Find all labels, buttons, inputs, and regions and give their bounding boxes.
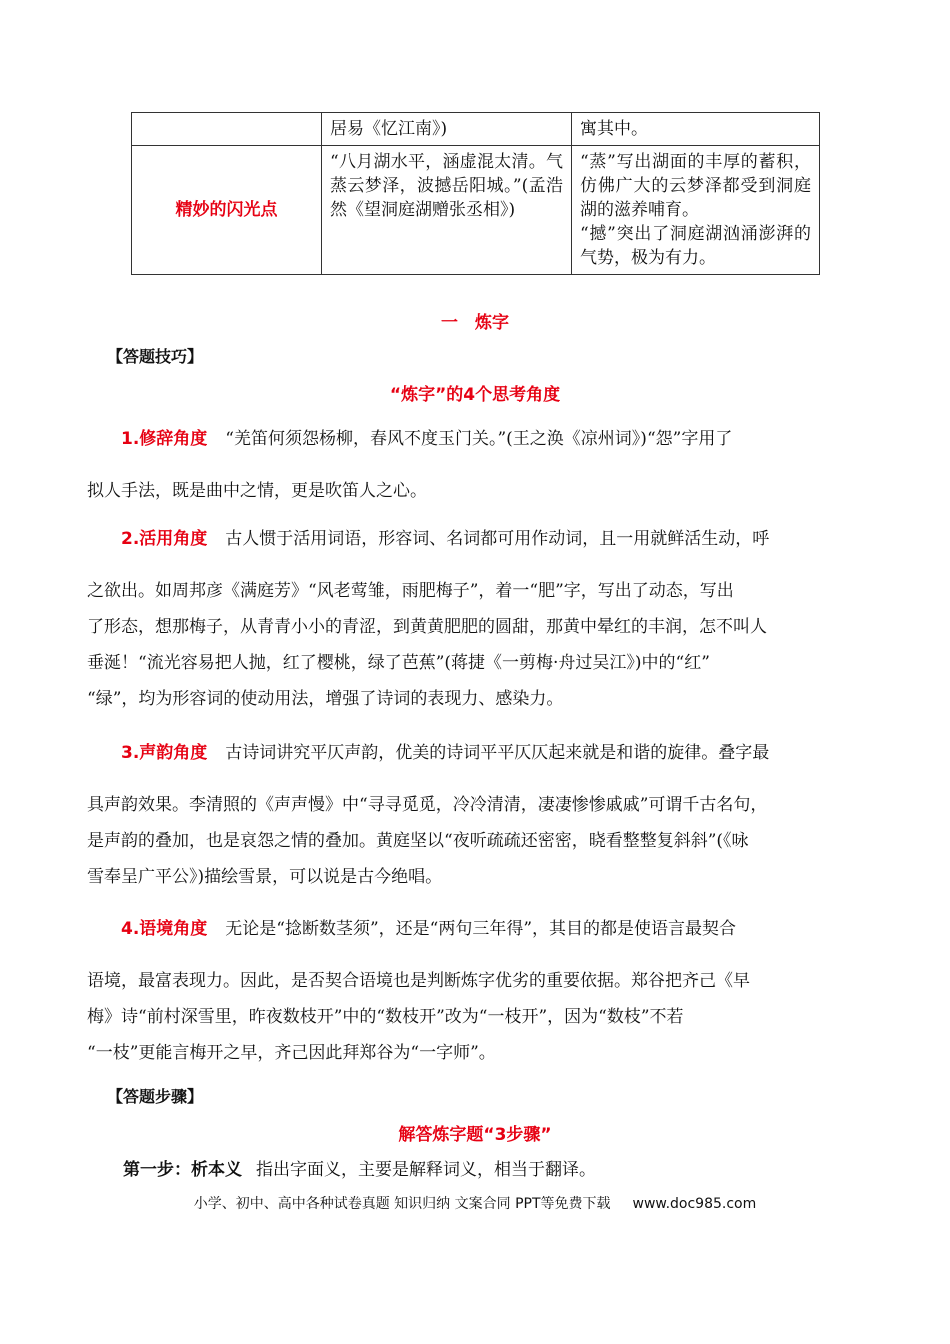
point-text: 无论是“捻断数茎须”，还是“两句三年得”，其目的都是使语言最契合 <box>225 919 737 939</box>
point-flexible-use <box>87 527 864 717</box>
footer-text: 小学、初中、高中各种试卷真题 知识归纳 文案合同 PPT等免费下载 <box>193 1196 611 1212</box>
footer-url[interactable]: www.doc985.com <box>632 1196 757 1212</box>
point-line: 具声韵效果。李清照的《声声慢》中“寻寻觅觅，冷冷清清，凄凄惨惨戚戚”可谓千古名句， <box>87 795 768 815</box>
point-line: “绿”，均为形容词的使动用法，增强了诗词的表现力、感染力。 <box>87 689 564 709</box>
point-first-line <box>87 741 864 765</box>
point-line: “一枝”更能言梅开之早，齐己因此拜郑谷为“一字师”。 <box>87 1043 496 1063</box>
point-sound-rhyme <box>87 741 864 895</box>
table-cell-analysis <box>572 146 820 275</box>
table-cell-empty <box>132 113 322 146</box>
point-heading: 1.修辞角度 <box>121 429 208 449</box>
point-line: 了形态，想那梅子，从青青小小的青涩，到黄黄肥肥的圆甜，那黄中晕红的丰润，怎不叫人 <box>87 617 767 637</box>
step-label: 第一步：析本义 <box>123 1160 242 1180</box>
step-one <box>123 1155 596 1180</box>
point-line: 之欲出。如周邦彦《满庭芳》“风老莺雏，雨肥梅子”，着一“肥”字，写出了动态，写出 <box>87 581 734 601</box>
point-rhetoric <box>87 427 864 509</box>
table-cell-source: 居易《忆江南》) <box>322 113 572 146</box>
point-line: 垂涎！“流光容易把人抛，红了樱桃，绿了芭蕉”(蒋捷《一剪梅·舟过吴江》)中的“红” <box>87 653 710 673</box>
table-cell-label: 精妙的闪光点 <box>132 146 322 275</box>
answer-steps-label: 【答题步骤】 <box>107 1087 204 1106</box>
step-text: 指出字面义，主要是解释词义，相当于翻译。 <box>256 1160 596 1180</box>
point-context <box>87 917 864 1071</box>
point-text: “羌笛何须怨杨柳，春风不度玉门关。”(王之涣《凉州词》)“怨”字用了 <box>225 429 733 449</box>
section-title: 一 炼字 <box>441 313 509 333</box>
point-first-line <box>87 427 864 451</box>
footer <box>0 1193 950 1213</box>
point-first-line <box>87 527 864 551</box>
point-line: 拟人手法，既是曲中之情，更是吹笛人之心。 <box>87 481 427 501</box>
table-cell-analysis: 寓其中。 <box>572 113 820 146</box>
analysis-line: “蒸”写出湖面的丰厚的蓄积，仿佛广大的云梦泽都受到洞庭湖的滋养哺育。 <box>580 152 811 220</box>
point-first-line <box>87 917 864 941</box>
point-line: 梅》诗“前村深雪里，昨夜数枝开”中的“数枝开”改为“一枝开”，因为“数枝”不若 <box>87 1007 684 1027</box>
table-cell-source: “八月湖水平，涵虚混太清。气蒸云梦泽，波撼岳阳城。”(孟浩然《望洞庭湖赠张丞相》) <box>322 146 572 275</box>
steps-title: 解答炼字题“3步骤” <box>398 1125 552 1145</box>
point-heading: 4.语境角度 <box>121 919 208 939</box>
point-line: 语境，最富表现力。因此，是否契合语境也是判断炼字优劣的重要依据。郑谷把齐己《早 <box>87 971 750 991</box>
point-line: 是声韵的叠加，也是哀怨之情的叠加。黄庭坚以“夜听疏疏还密密，晓看整整复斜斜”(《咏 <box>87 831 749 851</box>
point-text: 古诗词讲究平仄声韵，优美的诗词平平仄仄起来就是和谐的旋律。叠字最 <box>225 743 770 763</box>
answer-skills-label: 【答题技巧】 <box>107 347 204 366</box>
point-heading: 2.活用角度 <box>121 529 208 549</box>
comparison-table <box>131 112 820 275</box>
point-heading: 3.声韵角度 <box>121 743 208 763</box>
point-line: 雪奉呈广平公》)描绘雪景，可以说是古今绝唱。 <box>87 867 443 887</box>
table-row <box>132 113 820 146</box>
analysis-line: “撼”突出了洞庭湖汹涌澎湃的气势，极为有力。 <box>580 224 811 268</box>
point-text: 古人惯于活用词语，形容词、名词都可用作动词，且一用就鲜活生动，呼 <box>225 529 770 549</box>
skills-title: “炼字”的4个思考角度 <box>389 385 561 405</box>
table-row <box>132 146 820 275</box>
